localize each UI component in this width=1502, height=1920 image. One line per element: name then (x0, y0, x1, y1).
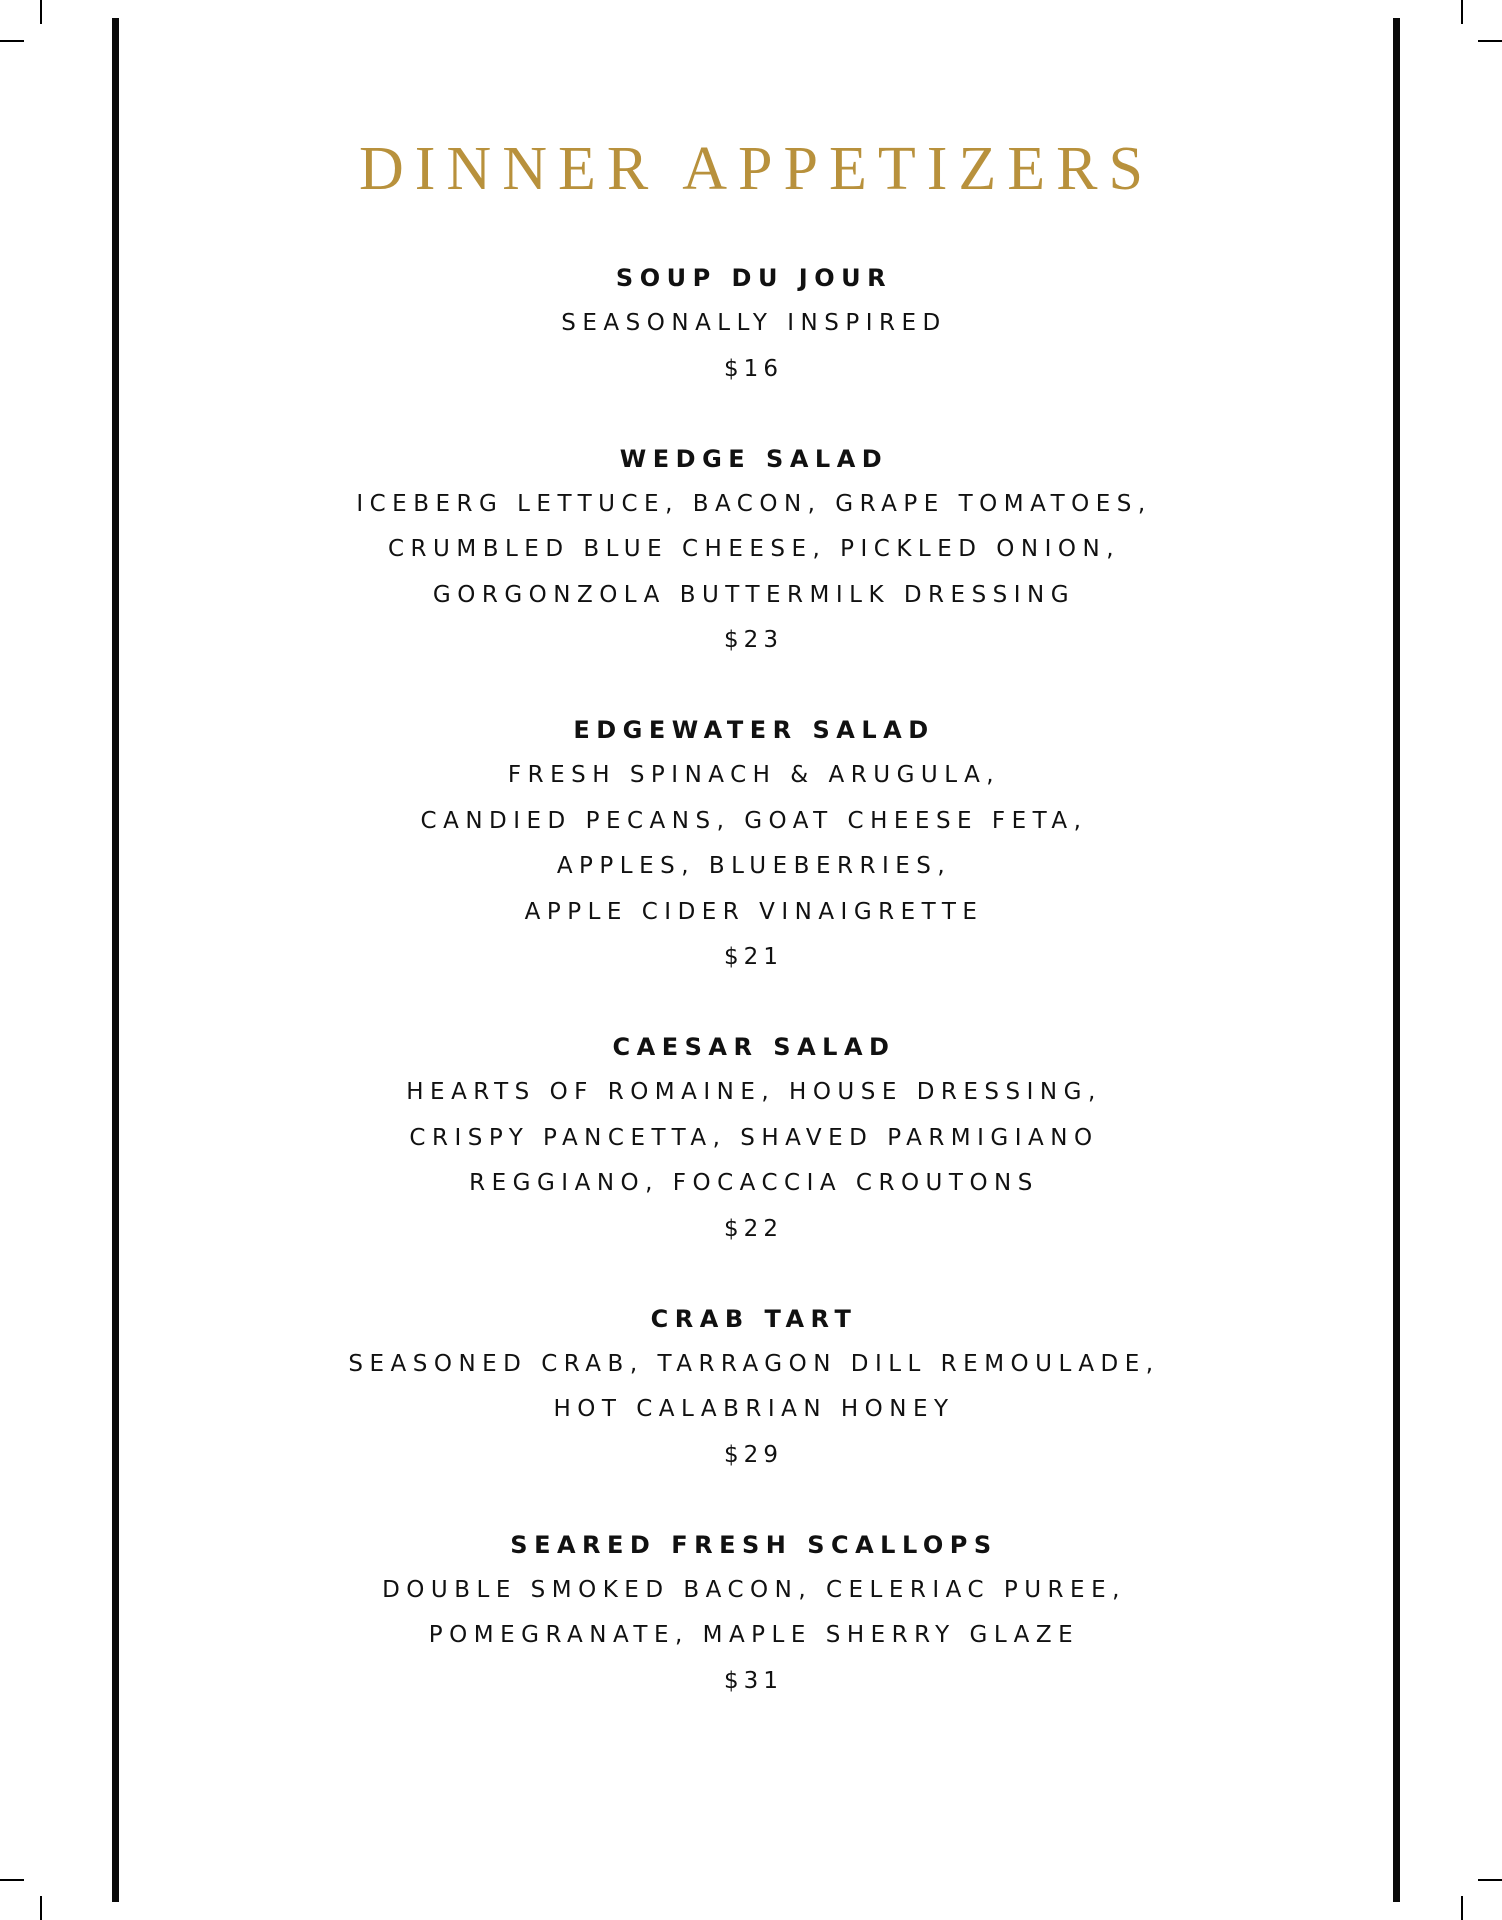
item-price: $29 (724, 1441, 783, 1468)
item-description-line: DOUBLE SMOKED BACON, CELERIAC PUREE, (382, 1576, 1126, 1603)
item-name: CAESAR SALAD (612, 1033, 896, 1061)
item-description-line: APPLES, BLUEBERRIES, (556, 853, 952, 879)
item-price: $31 (724, 1667, 783, 1694)
menu-item (0, 1523, 1502, 1704)
item-description-line: ICEBERG LETTUCE, BACON, GRAPE TOMATOES, (356, 490, 1152, 517)
item-description-line: CANDIED PECANS, GOAT CHEESE FETA, (420, 807, 1088, 834)
menu-item (0, 256, 1502, 392)
crop-mark-top-right-horizontal (1478, 40, 1502, 42)
item-description-line: CRUMBLED BLUE CHEESE, PICKLED ONION, (387, 536, 1121, 562)
crop-mark-bottom-right-horizontal (1478, 1879, 1502, 1881)
item-price: $21 (724, 944, 783, 970)
item-description-line: APPLE CIDER VINAIGRETTE (524, 898, 984, 925)
item-price: $22 (724, 1215, 783, 1242)
item-name: CRAB TART (650, 1304, 858, 1333)
item-name: SEARED FRESH SCALLOPS (510, 1530, 998, 1559)
item-name: EDGEWATER SALAD (573, 716, 935, 744)
item-description-line: GORGONZOLA BUTTERMILK DRESSING (432, 581, 1076, 608)
menu-item (0, 437, 1502, 664)
item-description-line: CRISPY PANCETTA, SHAVED PARMIGIANO (409, 1124, 1099, 1151)
item-description-line: SEASONALLY INSPIRED (561, 310, 947, 336)
crop-mark-top-left-vertical (40, 0, 42, 24)
item-description-line: HOT CALABRIAN HONEY (553, 1396, 955, 1422)
crop-mark-top-right-vertical (1461, 0, 1463, 24)
menu-item (0, 1297, 1502, 1478)
item-description-line: SEASONED CRAB, TARRAGON DILL REMOULADE, (348, 1350, 1160, 1377)
menu-item (0, 1025, 1502, 1252)
crop-mark-bottom-left-horizontal (0, 1879, 24, 1881)
item-price: $23 (724, 627, 783, 653)
crop-mark-bottom-right-vertical (1461, 1896, 1463, 1920)
item-name: SOUP DU JOUR (615, 264, 893, 292)
item-name: WEDGE SALAD (619, 444, 889, 473)
crop-mark-top-left-horizontal (0, 40, 24, 42)
menu-title: DINNER APPETIZERS (359, 135, 1154, 203)
item-description-line: REGGIANO, FOCACCIA CROUTONS (469, 1170, 1039, 1196)
crop-mark-bottom-left-vertical (40, 1896, 42, 1920)
menu-item-list (0, 256, 1502, 1749)
item-price: $16 (724, 355, 783, 382)
menu-item (0, 708, 1502, 980)
item-description-line: POMEGRANATE, MAPLE SHERRY GLAZE (428, 1622, 1080, 1648)
item-description-line: HEARTS OF ROMAINE, HOUSE DRESSING, (406, 1079, 1102, 1105)
item-description-line: FRESH SPINACH & ARUGULA, (507, 762, 1001, 788)
